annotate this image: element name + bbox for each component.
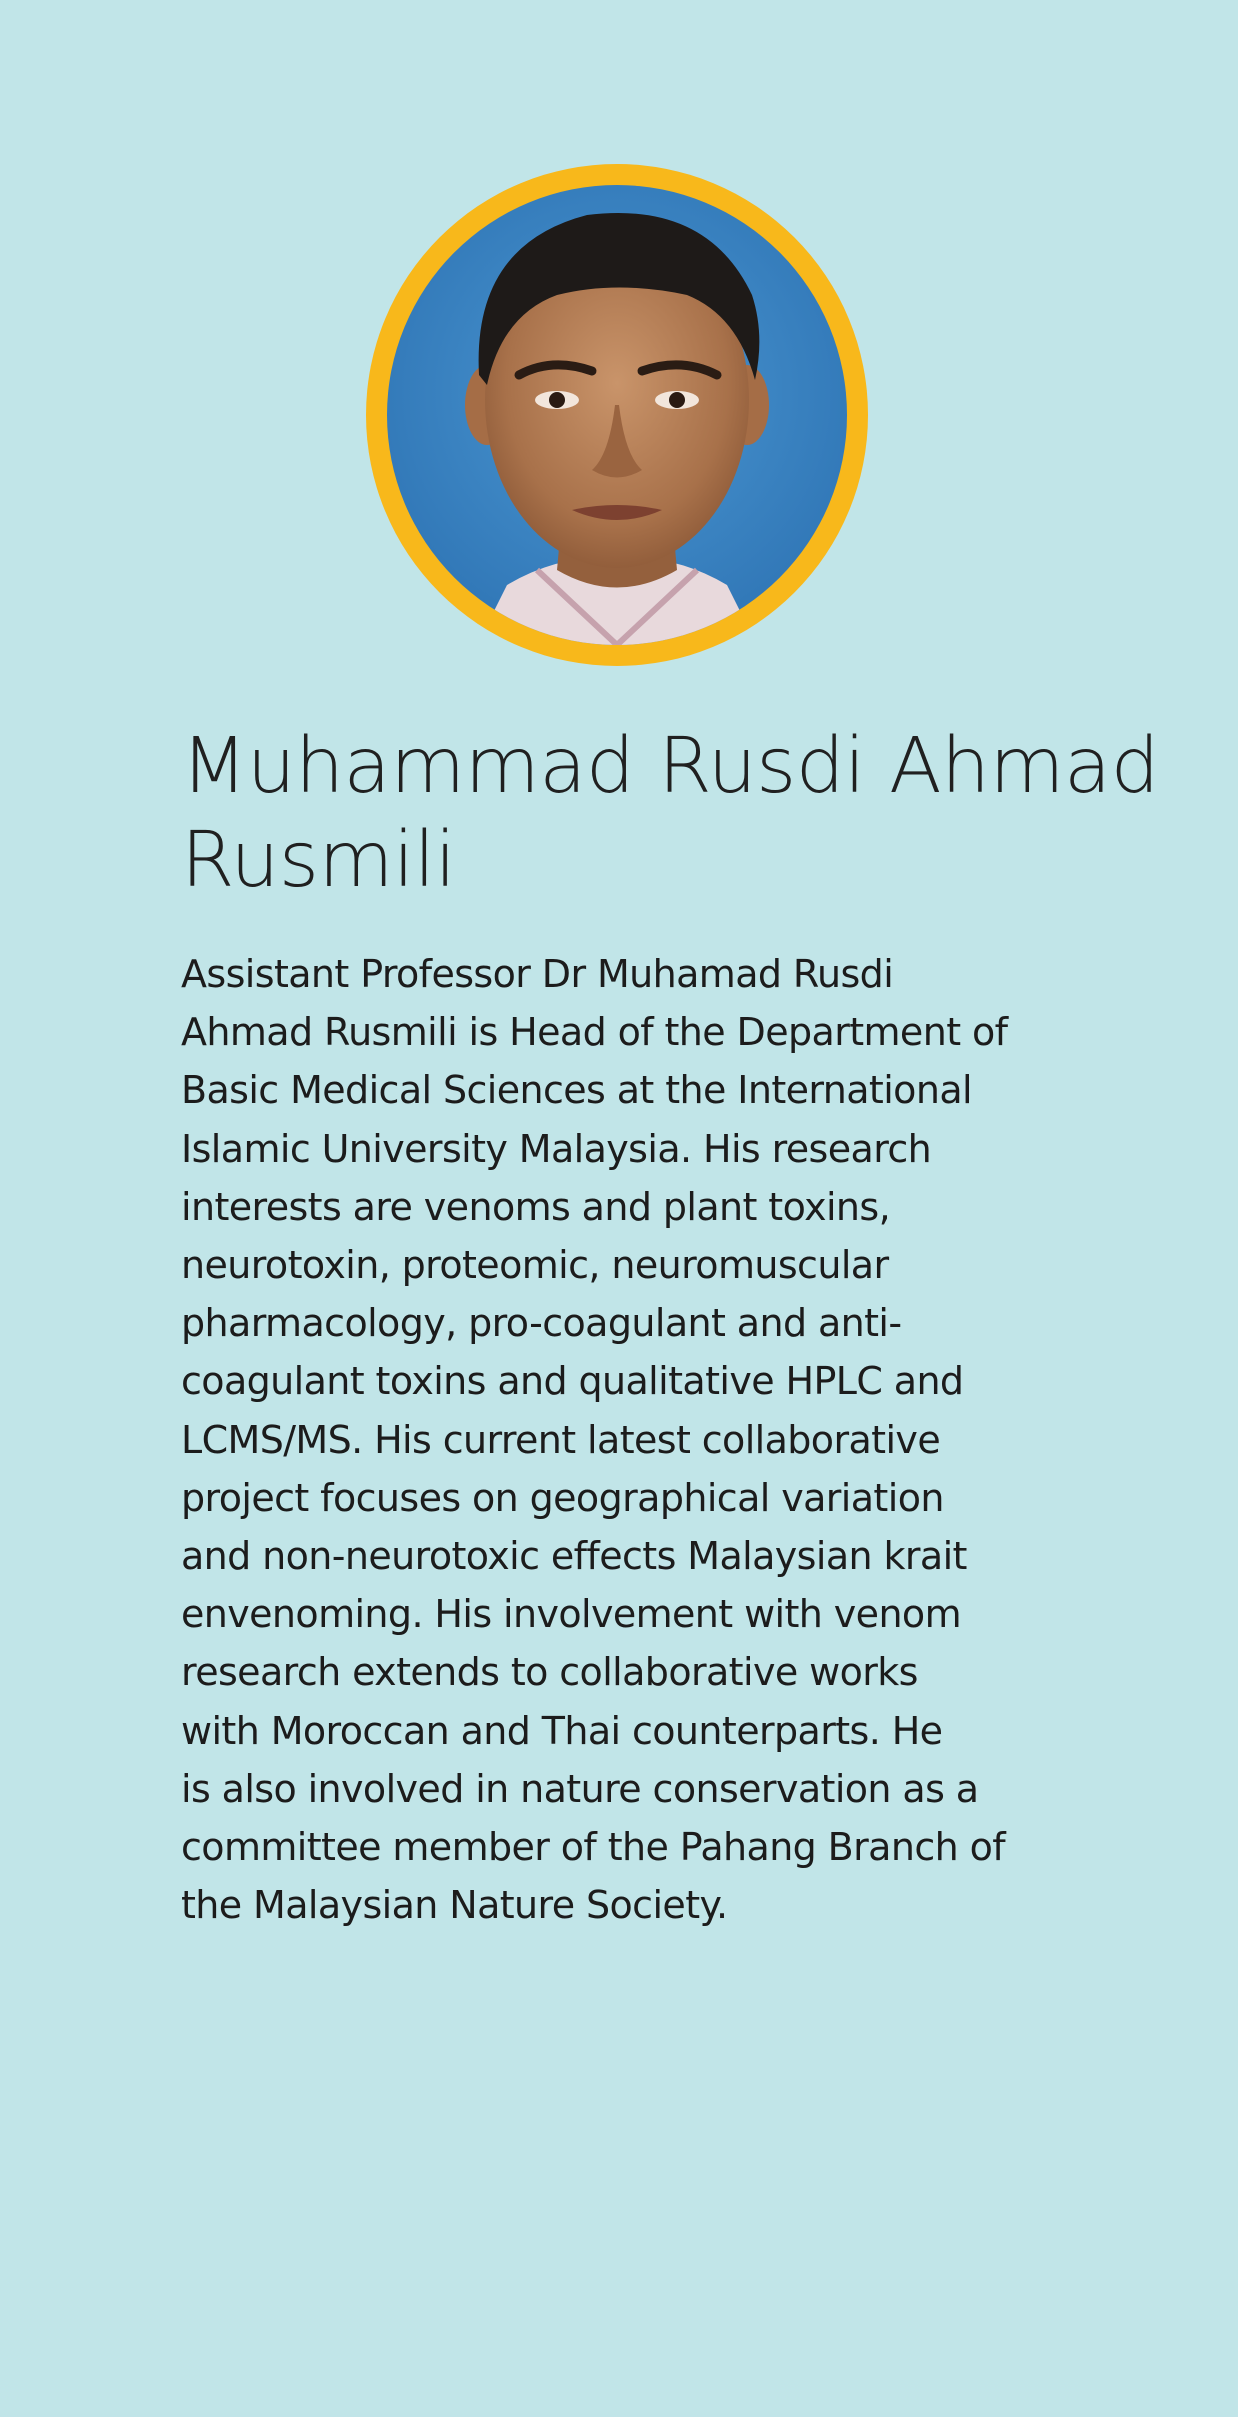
bio-line: project focuses on geographical variation: [181, 1475, 944, 1520]
bio-line: the Malaysian Nature Society.: [181, 1883, 728, 1928]
bio-line: with Moroccan and Thai counterparts. He: [181, 1708, 943, 1753]
person-name: [181, 720, 1160, 908]
profile-photo-frame: [366, 164, 868, 666]
bio-line: pharmacology, pro-coagulant and anti-: [181, 1301, 902, 1346]
bio-line: is also involved in nature conservation as a: [181, 1766, 979, 1811]
name-line: Muhammad Rusdi Ahmad: [181, 722, 1160, 811]
bio-line: neurotoxin, proteomic, neuromuscular: [181, 1243, 889, 1288]
bio-line: and non-neurotoxic effects Malaysian krait: [181, 1534, 967, 1579]
bio-line: Ahmad Rusmili is Head of the Department of: [181, 1010, 1008, 1055]
bio-line: research extends to collaborative works: [181, 1650, 918, 1695]
bio-line: committee member of the Pahang Branch of: [181, 1825, 1006, 1870]
bio-line: coagulant toxins and qualitative HPLC and: [181, 1359, 964, 1404]
bio-line: LCMS/MS. His current latest collaborative: [181, 1417, 941, 1462]
bio-line: Islamic University Malaysia. His research: [181, 1126, 932, 1171]
bio-line: Assistant Professor Dr Muhamad Rusdi: [181, 952, 894, 996]
bio-line: Basic Medical Sciences at the International: [181, 1068, 972, 1113]
biography-text: [181, 945, 1081, 1934]
bio-line: interests are venoms and plant toxins,: [181, 1184, 891, 1229]
name-line: Rusmili: [181, 816, 456, 905]
portrait-photo: [387, 185, 847, 645]
bio-line: envenoming. His involvement with venom: [181, 1592, 961, 1637]
